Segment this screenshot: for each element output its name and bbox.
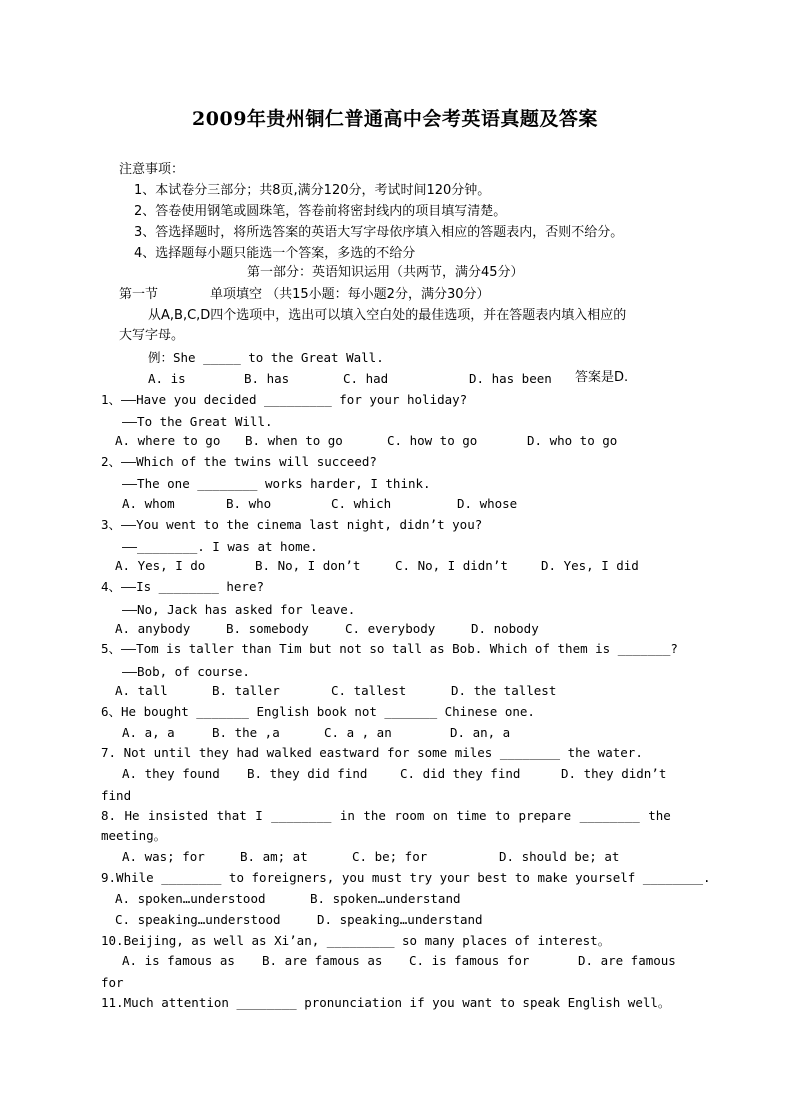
option: A. tall [115,683,168,698]
option: A. is famous as [122,953,235,968]
option: C. how to go [387,433,478,448]
example-answer: 答案是D. [575,370,629,385]
option: C. which [331,496,392,511]
note-item: 2、答卷使用钢笔或圆珠笔，答卷前将密封线内的项目填写清楚。 [134,204,507,219]
word: room [394,808,425,823]
option: D. should be; at [499,849,620,864]
word: the [648,808,671,823]
option-wrap: for [101,975,124,990]
option: B. No, I don’t [255,558,361,573]
option: A. where to go [115,433,221,448]
word: to [494,808,510,823]
option: C. did they find [400,766,521,781]
note-item: 1、本试卷分三部分；共8页,满分120分，考试时间120分钟。 [134,183,491,198]
question-line: 3、——You went to the cinema last night, didn’t you? [101,517,483,532]
word: insisted [148,808,209,823]
question-line: 5、——Tom is taller than Tim but not so tall as Bob. Which of them is _______? [101,641,678,656]
option: D. Yes, I did [541,558,639,573]
option: A. they found [122,766,220,781]
question-line-wrap: meeting。 [101,828,167,843]
option: D. nobody [471,621,539,636]
option: C. speaking…understood [115,912,281,927]
option: C. a , an [324,725,392,740]
word: ________ [271,808,332,823]
option: B. somebody [226,621,309,636]
note-item: 4、选择题每小题只能选一个答案，多选的不给分 [134,246,416,261]
word: prepare [518,808,572,823]
option: A. Yes, I do [115,558,206,573]
note-item: 3、答选择题时，将所选答案的英语大写字母依序填入相应的答题表内，否则不给分。 [134,225,624,240]
option: C. everybody [345,621,436,636]
example-question: 例：She _____ to the Great Wall. [148,350,384,365]
question-line-justified [101,808,671,824]
question-line: ——The one ________ works harder, I think. [122,476,431,491]
question-line: 4、——Is ________ here? [101,579,265,594]
option: D. speaking…understand [317,912,483,927]
word: time [456,808,487,823]
option: B. when to go [245,433,343,448]
option: A. spoken…understood [115,891,266,906]
option: B. are famous as [262,953,383,968]
word: on [432,808,448,823]
option: C. No, I didn’t [395,558,508,573]
option: A. whom [122,496,175,511]
word: 8. [101,808,117,823]
option: A. was; for [122,849,205,864]
option: C. tallest [331,683,407,698]
option: D. who to go [527,433,618,448]
word: the [363,808,386,823]
option: D. are famous [578,953,676,968]
section-title: 单项填空 （共15小题：每小题2分，满分30分） [210,287,490,302]
page-title: 2009年贵州铜仁普通高中会考英语真题及答案 [192,108,598,130]
option: C. is famous for [409,953,530,968]
option: B. the ,a [212,725,280,740]
option: C. be; for [352,849,428,864]
option: D. they didn’t [561,766,667,781]
section-label: 第一节 [119,287,159,302]
option: B. spoken…understand [310,891,461,906]
word: He [124,808,140,823]
question-line: 6、He bought _______ English book not _______ Chinese one. [101,704,535,719]
example-option: B. has [244,371,290,386]
option: B. taller [212,683,280,698]
notes-heading: 注意事项： [119,162,185,177]
part1-heading: 第一部分：英语知识运用（共两节，满分45分） [247,265,524,280]
question-line: 10.Beijing, as well as Xi’an, _________ so many places of interest。 [101,933,611,948]
question-line: 7. Not until they had walked eastward for some miles ________ the water. [101,745,643,760]
word: ________ [579,808,640,823]
question-line: ——Bob, of course. [122,664,250,679]
option-wrap: find [101,788,132,803]
question-line: 1、——Have you decided _________ for your holiday? [101,392,468,407]
question-line: ——To the Great Will. [122,414,273,429]
question-line: 2、——Which of the twins will succeed? [101,454,377,469]
example-option: D. has been [469,371,552,386]
example-option: A. is [148,371,186,386]
option: A. a, a [122,725,175,740]
instruction-line: 大写字母。 [119,328,185,343]
word: that [216,808,247,823]
question-line: 9.While ________ to foreigners, you must try your best to make yourself ________. [101,870,711,885]
example-option: C. had [343,371,389,386]
option: D. the tallest [451,683,557,698]
word: in [339,808,355,823]
option: B. who [226,496,272,511]
option: D. whose [457,496,518,511]
instruction-line: 从A,B,C,D四个选项中，选出可以填入空白处的最佳选项，并在答题表内填入相应的 [148,308,627,323]
option: B. they did find [247,766,368,781]
option: D. an, a [450,725,511,740]
question-line: ——________. I was at home. [122,539,318,554]
word: I [255,808,263,823]
option: A. anybody [115,621,191,636]
option: B. am; at [240,849,308,864]
question-line: 11.Much attention ________ pronunciation if you want to speak English well。 [101,995,671,1010]
question-line: ——No, Jack has asked for leave. [122,602,356,617]
